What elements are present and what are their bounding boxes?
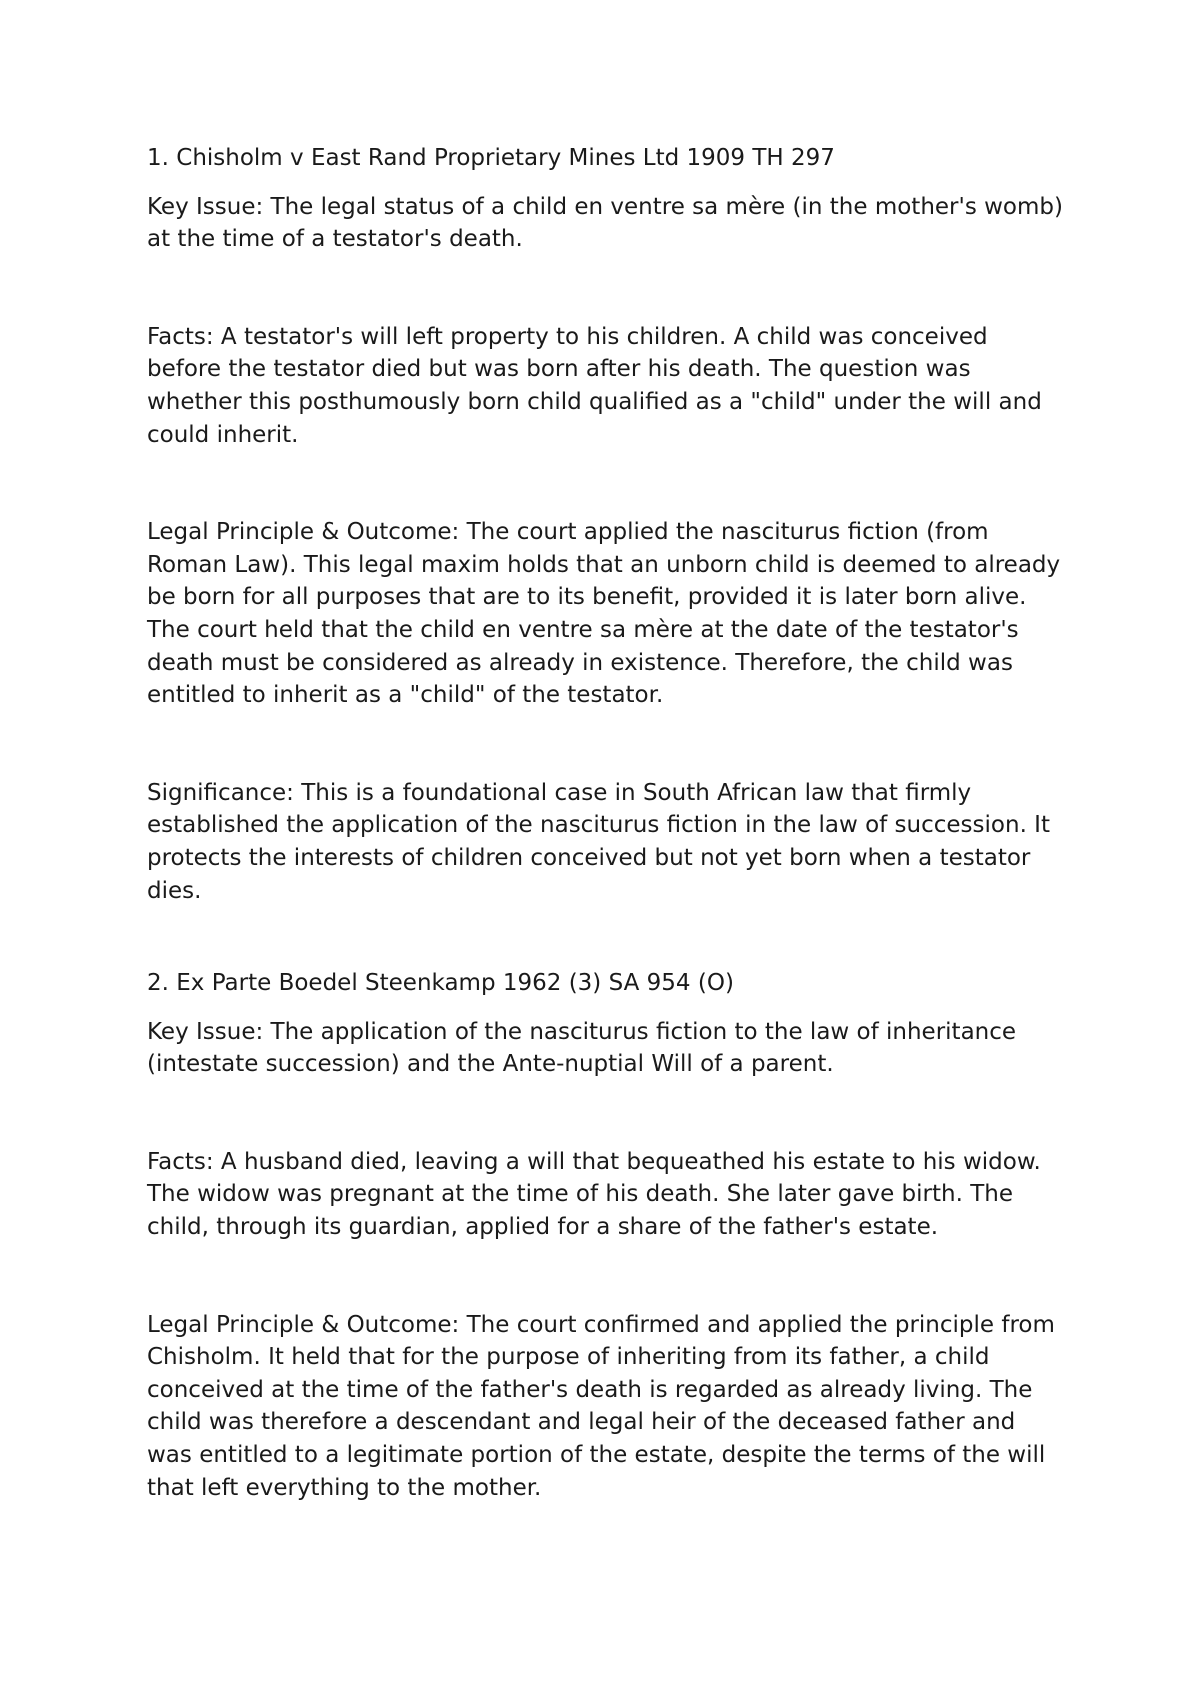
case-2-heading: 2. Ex Parte Boedel Steenkamp 1962 (3) SA 954 (O) xyxy=(147,970,734,997)
case-1-facts: Facts: A testator's will left property to his children. A child was conceived before the testator died but was born after his death. The question was whether this posthumously born child qualified as a "child" under the will and could inherit. xyxy=(147,323,1042,448)
case-2-principle: Legal Principle & Outcome: The court confirmed and applied the principle from Chisholm. It held that for the purpose of inheriting from its father, a child conceived at the time of the father's death is regarded as already living. The child was therefore a descendant and legal heir of the deceased father and was entitled to a legitimate portion of the estate, despite the terms of the will that left everything to the mother. xyxy=(147,1311,1055,1501)
case-1-key-issue: Key Issue: The legal status of a child en ventre sa mère (in the mother's womb) at the time of a testator's death. xyxy=(147,193,1063,253)
case-1-heading: 1. Chisholm v East Rand Proprietary Mines Ltd 1909 TH 297 xyxy=(147,145,835,171)
case-2-facts: Facts: A husband died, leaving a will that bequeathed his estate to his widow. The widow was pregnant at the time of his death. She later gave birth. The child, through its guardian, applied for a share of the father's estate. xyxy=(147,1148,1041,1241)
case-2-key-issue: Key Issue: The application of the nasciturus fiction to the law of inheritance (intestate succession) and the Ante-nuptial Will of a parent. xyxy=(147,1018,1017,1078)
case-1-principle: Legal Principle & Outcome: The court applied the nasciturus fiction (from Roman Law). This legal maxim holds that an unborn child is deemed to already be born for all purposes that are to its benefit, provided it is later born alive. The court held that the child en ventre sa mère at the date of the testator's death must be considered as already in existence. Therefore, the child was entitled to inherit as a "child" of the testator. xyxy=(147,519,1061,709)
document-body xyxy=(147,142,1067,1504)
case-1-significance: Significance: This is a foundational case in South African law that firmly established the application of the nasciturus fiction in the law of succession. It protects the interests of children conceived but not yet born when a testator dies. xyxy=(147,779,1050,904)
